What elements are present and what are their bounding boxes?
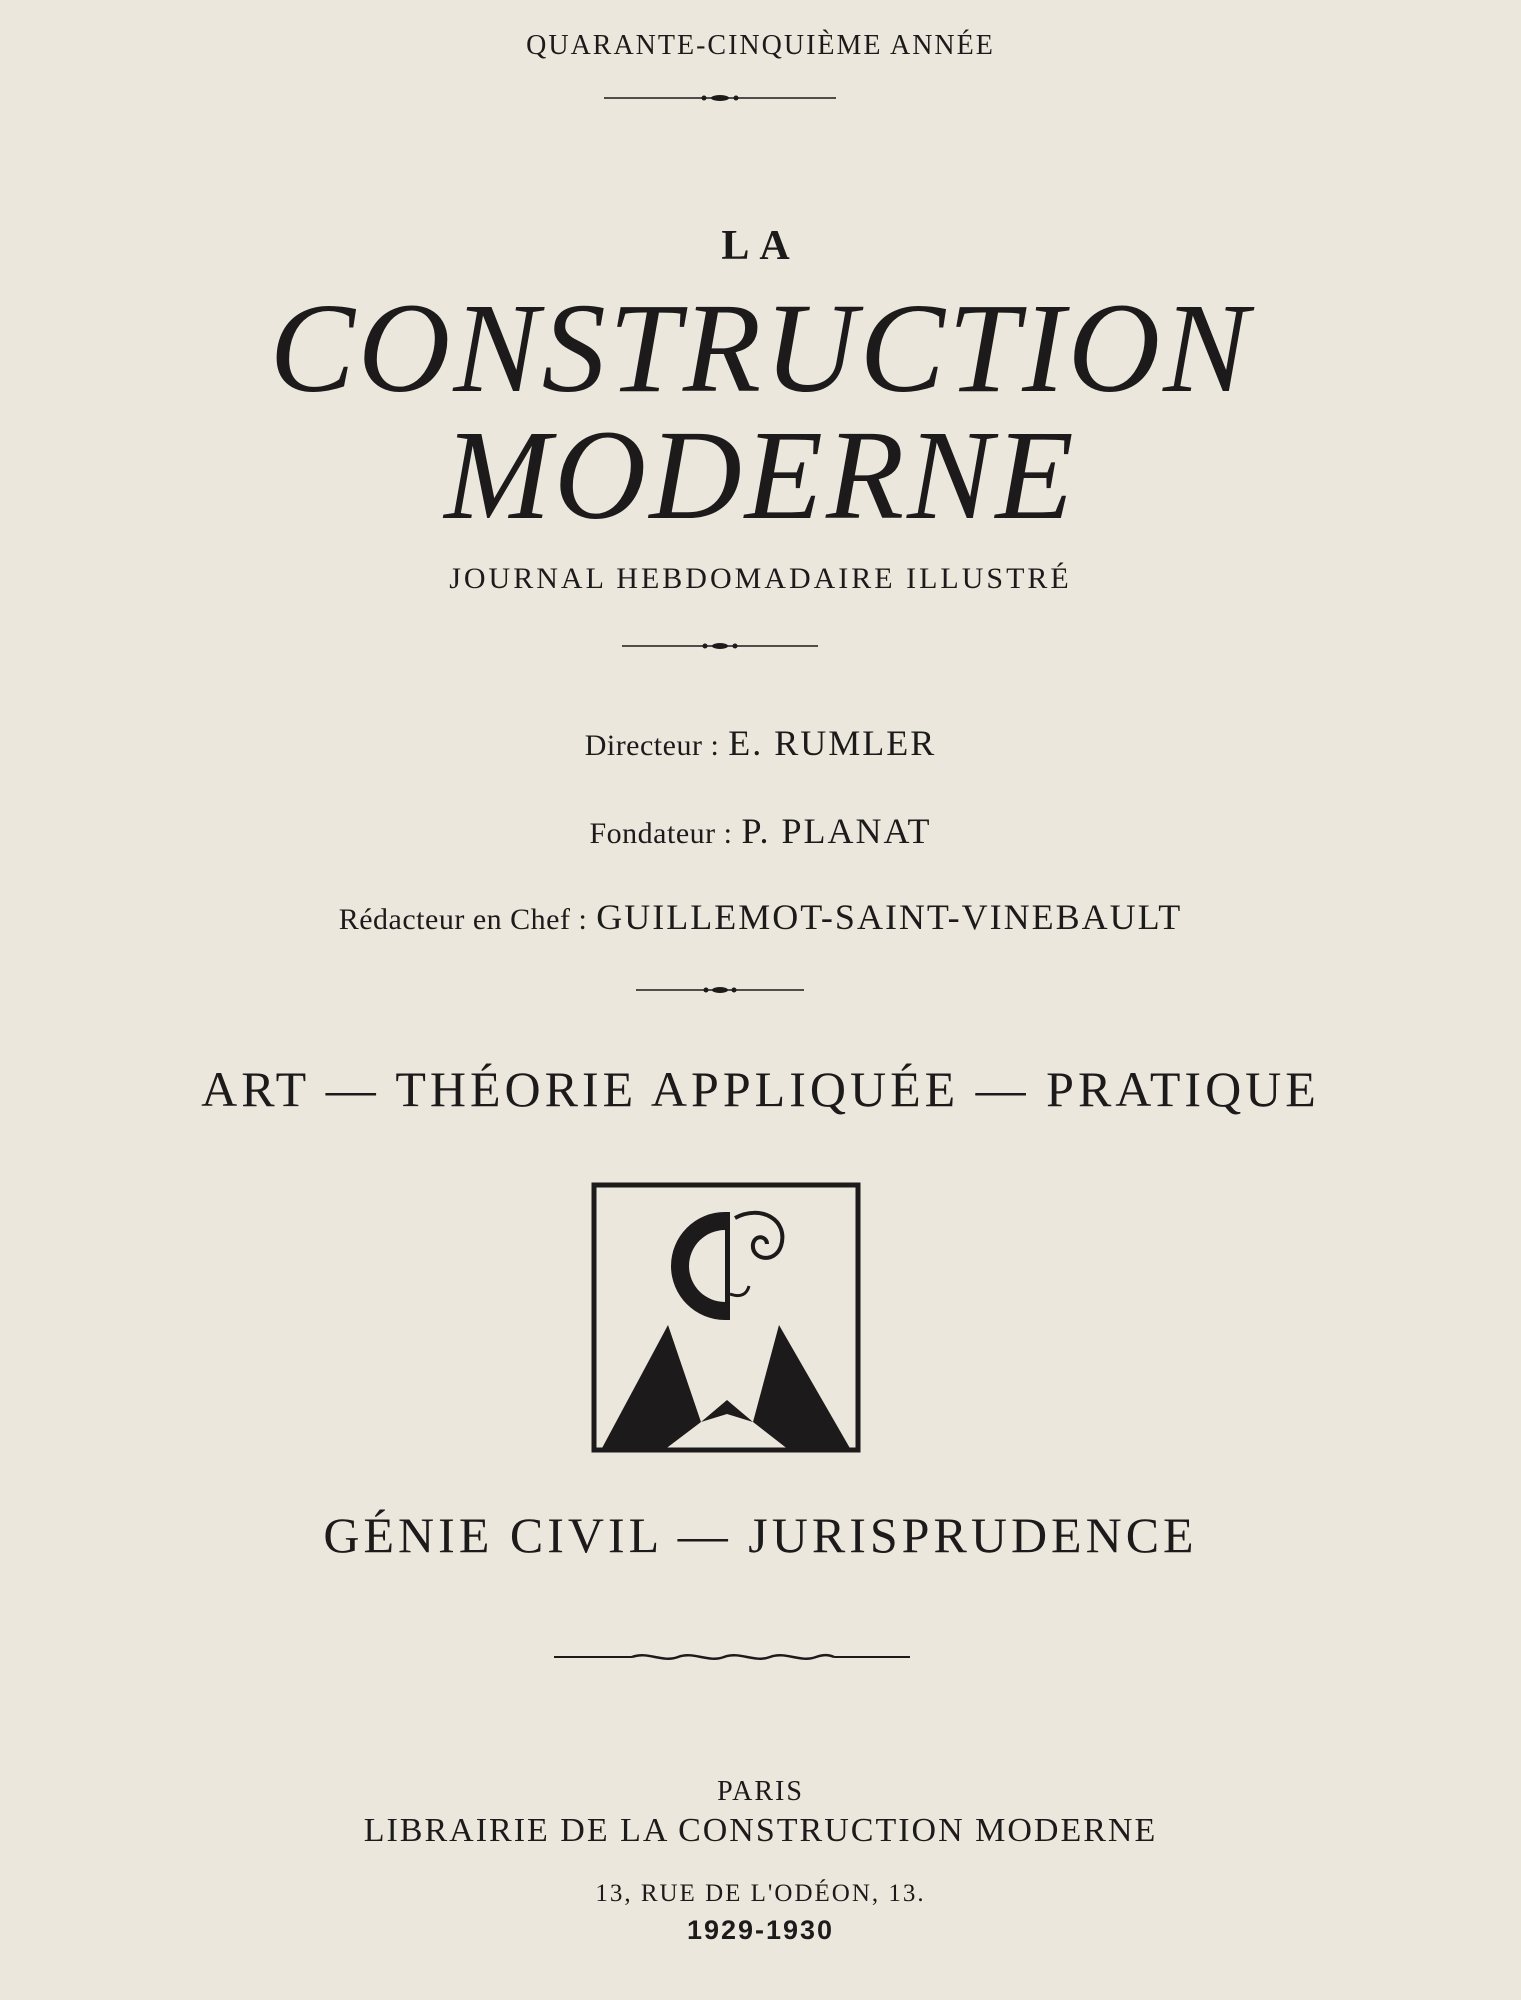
staff-name: P. PLANAT <box>741 811 932 851</box>
title-article: LA <box>721 223 800 269</box>
top-ornament-rule <box>600 88 840 108</box>
subtitle-ornament-rule <box>618 636 822 656</box>
imprint-city: PARIS <box>717 1776 804 1807</box>
title-line-moderne: MODERNE <box>444 404 1077 546</box>
staff-line-fondateur <box>0 810 1521 852</box>
staff-ornament-rule <box>632 980 808 1000</box>
staff-name: E. RUMLER <box>728 723 937 763</box>
staff-name: GUILLEMOT-SAINT-VINEBAULT <box>596 897 1183 937</box>
wave-ornament-rule <box>552 1645 912 1669</box>
imprint-address: 13, RUE DE L'ODÉON, 13. <box>595 1880 926 1907</box>
title-line-construction: CONSTRUCTION <box>269 277 1252 419</box>
motto-art-theorie-pratique: ART — THÉORIE APPLIQUÉE — PRATIQUE <box>201 1061 1320 1117</box>
motto-genie-civil: GÉNIE CIVIL — JURISPRUDENCE <box>323 1507 1198 1563</box>
journal-subtitle: JOURNAL HEBDOMADAIRE ILLUSTRÉ <box>449 562 1072 595</box>
staff-role: Fondateur : <box>589 817 733 850</box>
imprint-publisher: LIBRAIRIE DE LA CONSTRUCTION MODERNE <box>363 1812 1158 1849</box>
staff-line-redacteur <box>0 896 1521 938</box>
imprint-years: 1929-1930 <box>686 1915 835 1945</box>
staff-role: Rédacteur en Chef : <box>338 903 588 936</box>
cm-monogram-logo <box>591 1182 861 1453</box>
staff-line-directeur <box>0 722 1521 764</box>
year-label: QUARANTE-CINQUIÈME ANNÉE <box>526 30 995 61</box>
staff-role: Directeur : <box>584 729 720 762</box>
